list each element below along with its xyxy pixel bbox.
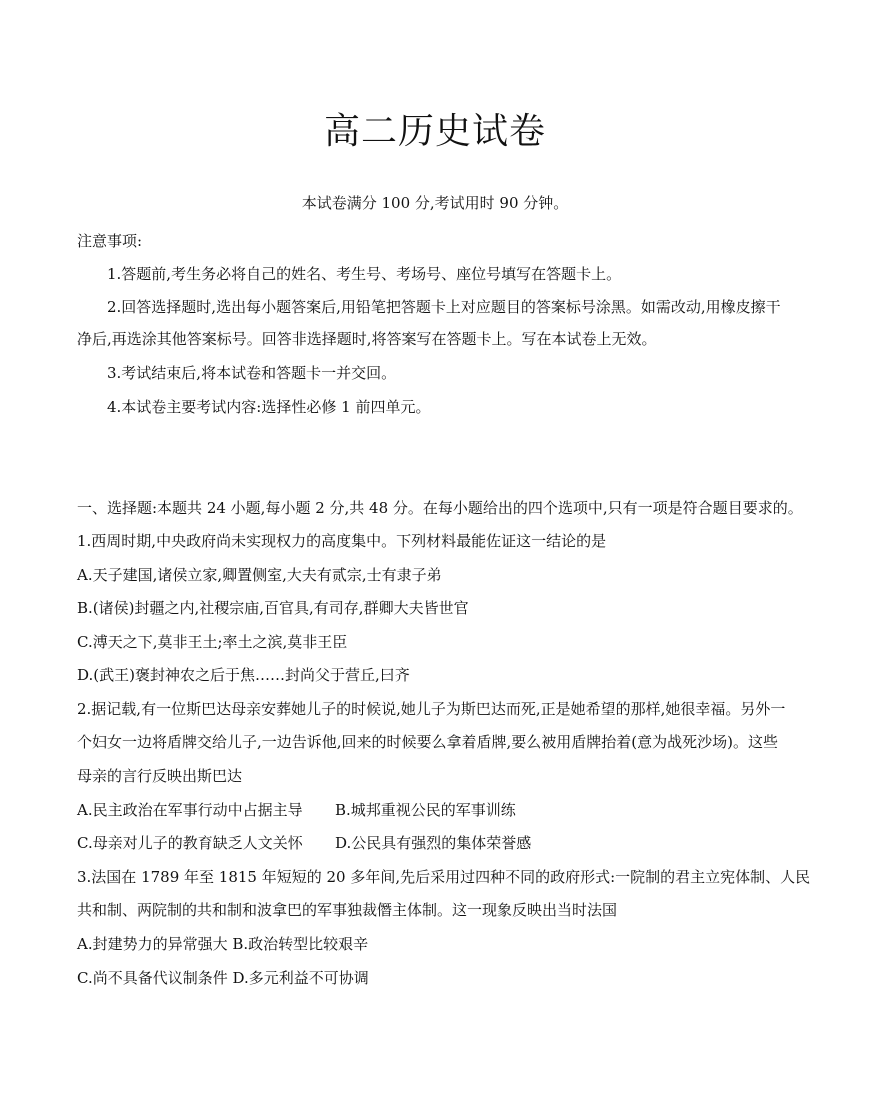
- question-option: D.公民具有强烈的集体荣誉感: [335, 834, 532, 852]
- notice-item: 1.答题前,考生务必将自己的姓名、考生号、考场号、座位号填写在答题卡上。: [107, 265, 622, 283]
- option-row: [77, 832, 531, 854]
- question-stem: 1.西周时期,中央政府尚未实现权力的高度集中。下列材料最能佐证这一结论的是: [77, 532, 607, 550]
- question-option: C.母亲对儿子的教育缺乏人文关怀: [77, 834, 303, 852]
- question-stem: 共和制、两院制的共和制和波拿巴的军事独裁僭主体制。这一现象反映出当时法国: [77, 901, 618, 919]
- page-title: 高二历史试卷: [323, 111, 546, 152]
- question-option: A.封建势力的异常强大 B.政治转型比较艰辛: [77, 935, 369, 953]
- question-option: A.天子建国,诸侯立家,卿置侧室,大夫有贰宗,士有隶子弟: [77, 566, 442, 584]
- question-stem: 3.法国在 1789 年至 1815 年短短的 20 多年间,先后采用过四种不同的政府形式:一院制的君主立宪体制、人民: [77, 868, 811, 886]
- question-stem: 母亲的言行反映出斯巴达: [77, 767, 243, 785]
- question-option: B.城邦重视公民的军事训练: [335, 801, 516, 819]
- notice-item: 3.考试结束后,将本试卷和答题卡一并交回。: [107, 364, 397, 382]
- notice-heading: 注意事项:: [77, 232, 143, 250]
- notice-item: 4.本试卷主要考试内容:选择性必修 1 前四单元。: [107, 398, 431, 416]
- question-option: C.尚不具备代议制条件 D.多元利益不可协调: [77, 969, 369, 987]
- question-option: D.(武王)褒封神农之后于焦……封尚父于营丘,曰齐: [77, 666, 410, 684]
- question-option: C.溥天之下,莫非王土;率土之滨,莫非王臣: [77, 633, 348, 651]
- notice-item: 2.回答选择题时,选出每小题答案后,用铅笔把答题卡上对应题目的答案标号涂黑。如需改动,用橡皮擦干: [107, 298, 781, 316]
- question-stem: 个妇女一边将盾牌交给儿子,一边告诉他,回来的时候要么拿着盾牌,要么被用盾牌抬着(意为战死沙场)。这些: [77, 733, 779, 751]
- question-stem: 2.据记载,有一位斯巴达母亲安葬她儿子的时候说,她儿子为斯巴达而死,正是她希望的那样,她很幸福。另外一: [77, 700, 786, 718]
- question-option: A.民主政治在军事行动中占据主导: [77, 801, 303, 819]
- exam-subtitle: 本试卷满分 100 分,考试用时 90 分钟。: [301, 194, 569, 212]
- section-heading: 一、选择题:本题共 24 小题,每小题 2 分,共 48 分。在每小题给出的四个选项中,只有一项是符合题目要求的。: [77, 499, 803, 517]
- question-option: B.(诸侯)封疆之内,社稷宗庙,百官具,有司存,群卿大夫皆世官: [77, 599, 469, 617]
- option-row: [77, 799, 516, 821]
- notice-item-continued: 净后,再选涂其他答案标号。回答非选择题时,将答案写在答题卡上。写在本试卷上无效。: [77, 330, 657, 348]
